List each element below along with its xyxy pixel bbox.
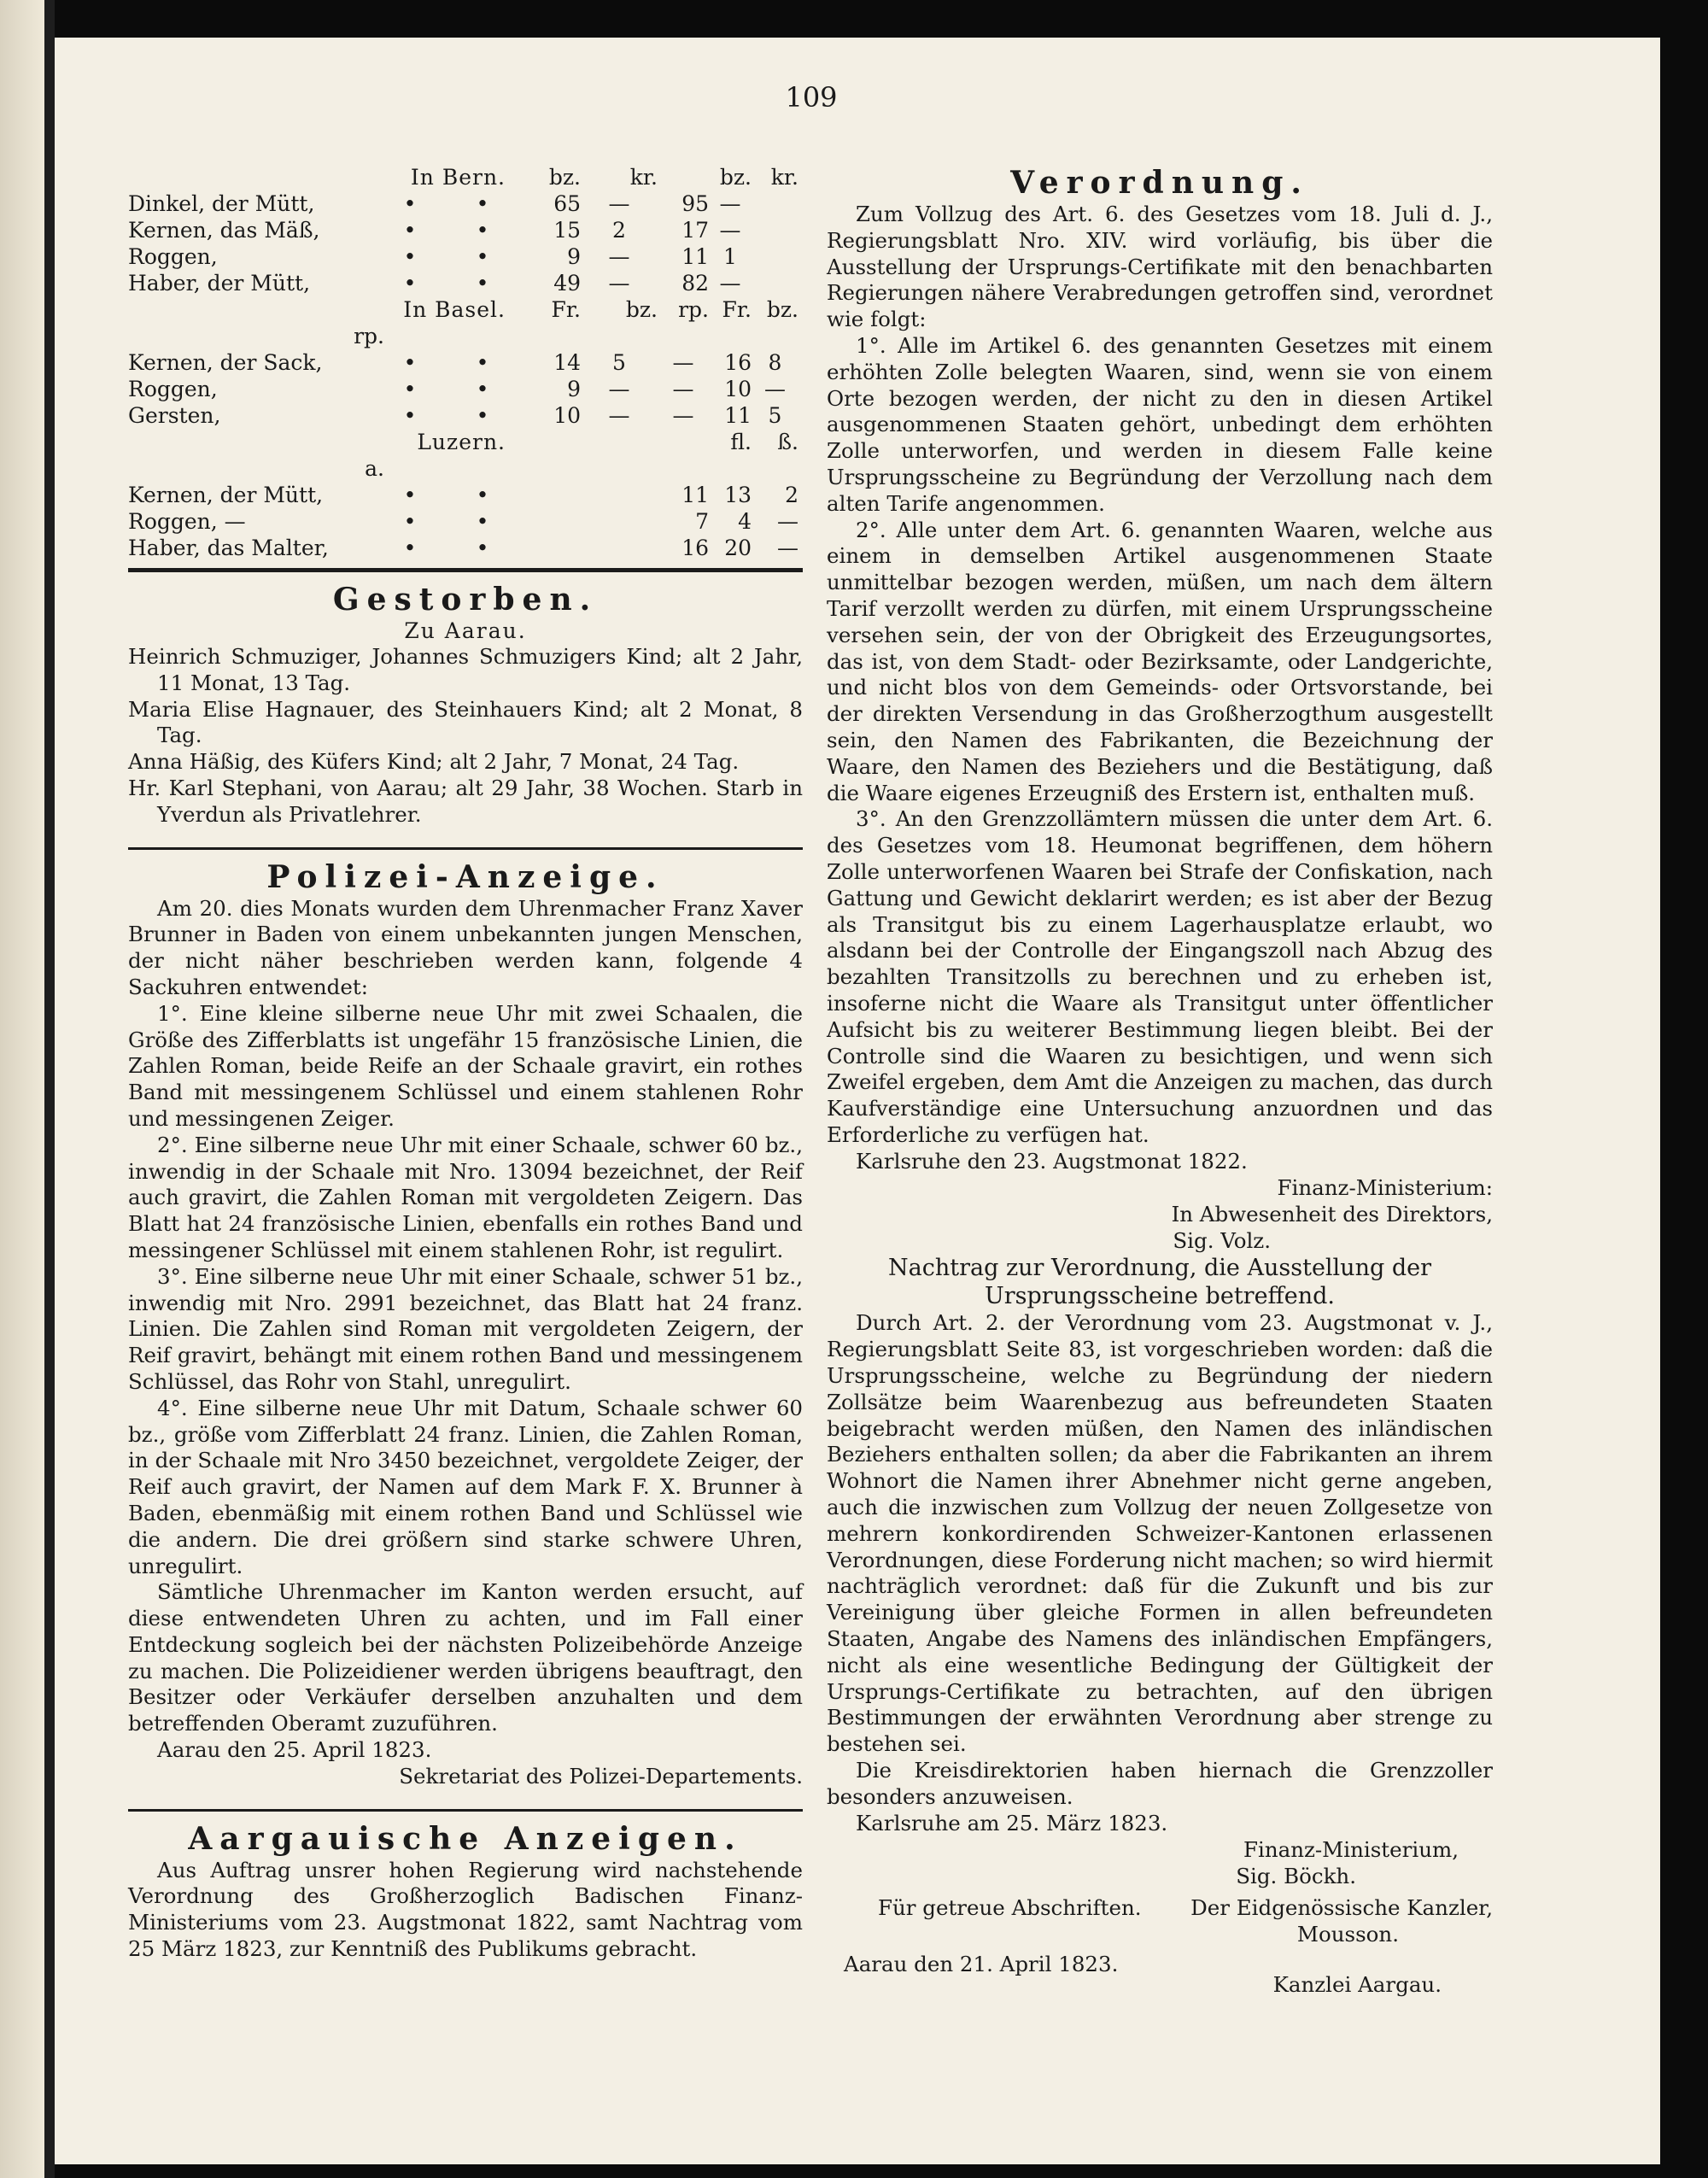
death-entry: Heinrich Schmuziger, Johannes Schmuzigers Kind; alt 2 Jahr, 11 Monat, 13 Tag. (128, 644, 803, 695)
kanzlei-label: Kanzlei Aargau. (1272, 1972, 1442, 1998)
watch-item: 3°. Eine silberne neue Uhr mit einer Schaale, schwer 51 bz., inwendig mit Nro. 2991 bezeichnet, das Blatt hat 24 franz. Linien. Die Zahlen sind Roman mit vergoldeten Zeigern, der Reif gravirt, behängt mit einem rothen Band und messingenem Schlüssel, das Rohr von Stahl, unregulirt. (128, 1263, 803, 1394)
price-row: Roggen, — • • 7 4 — (128, 509, 798, 534)
watch-item: 4°. Eine silberne neue Uhr mit Datum, Schaale schwer 60 bz., größe vom Zifferblatt 24 franz. Linien, die Zahlen Roman, in der Schaale mit Nro 3450 bezeichnet, vergoldete Zeiger, der Reif auch gravirt, der Namen auf dem Mark F. X. Brunner à Baden, ebenmäßig mit einem rothen Band und Schlüssel wie die andern. Die drei größern sind starke schwere Uhren, unregulirt. (128, 1395, 803, 1578)
death-entry: Maria Elise Hagnauer, des Steinhauers Kind; alt 2 Monat, 8 Tag. (128, 696, 803, 748)
nachtrag-text: Durch Art. 2. der Verordnung vom 23. Augstmonat v. J., Regierungsblatt Seite 83, ist vorgeschrieben worden: daß die Ursprungsscheine, welche zu Begründung der niedern Zollsätze beim Waarenbezug aus befreundeten Staaten beigebracht werden müßen, den Namen des inländischen Beziehers enthalten sollen; da aber die Fabrikanten an ihrem Wohnort die Namen ihrer Abnehmer nicht gerne angeben, auch die inzwischen zum Vollzug der neuen Zollgesetze von mehrern konkordirenden Schweizer-Kantonen erlassenen Verordnungen, diese Forderung nicht machen; so wird hiermit nachträglich verordnet: daß für die Zukunft und bis zur Vereinigung über gleiche Formen in allen befreundeten Staaten, Angabe des Namens des inländischen Empfängers, nicht als eine wesentliche Bedingung der Gültigkeit der Ursprungs-Certifikate zu betrachten, auf den übrigen Bestimmungen der erwähnten Verordnung aber strenge zu bestehen sei. (827, 1310, 1493, 1757)
price-row: Roggen, • • 9 — 11 1 (128, 244, 737, 269)
price-row: Kernen, der Sack, • • 14 5 — 16 8 (128, 350, 782, 375)
price-heading-luzern: Luzern. fl. ß. a. (128, 429, 803, 482)
watch-item: 1°. Eine kleine silberne neue Uhr mit zwei Schaalen, die Größe des Zifferblatts ist ungefähr 15 französische Linien, die Zahlen Roman, beide Reife an der Schaale gravirt, ein rothes Band mit messingenem Schlüssel und einem stahlenen Rohr und messingenen Zeiger. (128, 1000, 803, 1131)
price-row: Haber, das Malter, • • 16 20 — (128, 536, 798, 560)
watch-item: 2°. Eine silberne neue Uhr mit einer Schaale, schwer 60 bz., inwendig in der Schaale mit Nro. 13094 bezeichnet, der Reif auch gravirt, die Zahlen Roman mit vergoldeten Zeigern. Das Blatt hat 24 französische Linien, ebenfalls ein rothes Band und messingener Schlüssel mit einem stahlenen Rohr, ist regulirt. (128, 1132, 803, 1262)
price-heading-bern: In Bern. bz. kr. bz. kr. (128, 164, 803, 190)
facing-page-edge (0, 0, 44, 2178)
polizei-intro: Am 20. dies Monats wurden dem Uhrenmacher Franz Xaver Brunner in Baden von einem unbekannten jungen Menschen, der nicht näher beschrieben werden kann, folgende 4 Sackuhren entwendet: (128, 895, 803, 999)
nachtrag-text2: Die Kreisdirektorien haben hiernach die Grenzzoller besonders anzuweisen. (827, 1758, 1493, 1809)
verordnung-date: Karlsruhe den 23. Augstmonat 1822. (856, 1148, 1248, 1174)
verordnung-title: Verordnung. (1010, 165, 1309, 201)
verordnung-paragraph: 3°. An den Grenzzollämtern müssen die unter dem Art. 6. des Gesetzes vom 18. Heumonat begriffenen, dem höhern Zolle unterworfenen Waaren bei Strafe der Confiskation, nach Gattung und Gewicht deklarirt werden; es ist aber der Bezug als Transitgut bis zu einem Lagerhausplatze erlaubt, wo alsdann bei der Controlle der Eingangszoll nach Abzug des bezahlten Transitzolls zu berechnen und zu erheben ist, insoferne nicht die Waare als Transitgut unter öffentlicher Aufsicht bis zu weiterer Bestimmung liegen bleibt. Bei der Controlle sind die Waaren zu besichtigen, und wenn sich Zweifel ergeben, dem Amt die Anzeigen zu machen, das durch Kaufverständige eine Untersuchung anzuordnen und das Erforderliche zu verfügen hat. (827, 806, 1493, 1147)
nachtrag-signature: Finanz-Ministerium, Sig. Böckh. (1236, 1837, 1459, 1889)
aargauische-text: Aus Auftrag unsrer hohen Regierung wird nachstehende Verordnung des Großherzoglich Badischen Finanz-Ministeriums vom 23. Augstmonat 1822, samt Nachtrag vom 25 März 1823, zur Kenntniß des Publikums gebracht. (128, 1857, 803, 1962)
verordnung-paragraph: 1°. Alle im Artikel 6. des genannten Gesetzes mit einem erhöhten Zolle belegten Waaren, sind, wenn sie von einem Orte bezogen werden, der nicht zu den in diesen Artikel ausgenommenen Staaten gehört, unbedingt dem erhöhten Zolle unterworfen, und werden in diesem Falle keine Ursprungsscheine zu Begründung der Verzollung nach dem alten Tarife angenommen. (827, 332, 1493, 516)
section-divider (128, 568, 803, 572)
kanzler-label: Der Eidgenössische Kanzler, (1190, 1895, 1493, 1921)
price-row: Gersten, • • 10 — — 11 5 (128, 403, 782, 428)
kanzler-name: Mousson. (1296, 1922, 1399, 1947)
verordnung-paragraph: 2°. Alle unter dem Art. 6. genannten Waaren, welche aus einem in demselben Artikel ausgenommenen Staate unmittelbar bezogen werden, müßen, um nach dem ältern Tarif verzollt werden zu dürfen, mit einem Ursprungsscheine versehen sein, der von der Obrigkeit des Erzeugungsortes, das ist, von dem Stadt- oder Bezirksamte, oder Landgerichte, und nicht blos von dem Gemeinds- oder Ortsvorstande, bei der direkten Versendung in das Großherzogthum ausgestellt sein, den Namen des Fabrikanten, die Bezeichnung der Waare, den Namen des Beziehers und die Bestätigung, daß die Waare eigenes Erzeugniß des Erstern ist, enthalten muß. (827, 517, 1493, 805)
basel-heading: In Basel. (403, 297, 506, 322)
final-date: Aarau den 21. April 1823. (844, 1952, 1119, 1977)
nachtrag-date: Karlsruhe am 25. März 1823. (856, 1810, 1168, 1835)
left-column (128, 164, 803, 1963)
section-divider (128, 847, 803, 850)
price-row: Kernen, das Mäß, • • 15 2 17 — (128, 218, 741, 243)
gestorben-place: Zu Aarau. (404, 618, 527, 643)
abschrift-label: Für getreue Abschriften. (878, 1895, 1142, 1921)
death-entry: Hr. Karl Stephani, von Aarau; alt 29 Jahr, 38 Wochen. Starb in Yverdun als Privatlehrer. (128, 775, 803, 827)
section-divider (128, 1809, 803, 1812)
right-column (827, 164, 1493, 1998)
verordnung-intro: Zum Vollzug des Art. 6. des Gesetzes vom 18. Juli d. J., Regierungsblatt Nro. XIV. wird vorläufig, bis über die Ausstellung der Ursprungs-Certifikate mit den benachbarten Regierungen nähere Verabredungen getroffen sind, verordnet wie folgt: (827, 202, 1493, 332)
polizei-closing: Sämtliche Uhrenmacher im Kanton werden ersucht, auf diese entwendeten Uhren zu achten, und im Fall einer Entdeckung sogleich bei der nächsten Polizeibehörde Anzeige zu machen. Die Polizeidiener werden übrigens beauftragt, den Besitzer oder Verkäufer derselben anzuhalten und dem betreffenden Oberamt zuzuführen. (128, 1579, 803, 1736)
bern-heading: In Bern. (410, 165, 506, 190)
verordnung-signature: Finanz-Ministerium: In Abwesenheit des Direktors, Sig. Volz. (1171, 1175, 1493, 1254)
price-row: Roggen, • • 9 — — 10 — (128, 377, 786, 401)
polizei-signature: Sekretariat des Polizei-Departements. (399, 1763, 803, 1789)
polizei-date: Aarau den 25. April 1823. (157, 1737, 432, 1763)
price-row: Kernen, der Mütt, • • 11 13 2 (128, 483, 798, 507)
price-row: Haber, der Mütt, • • 49 — 82 — (128, 271, 741, 296)
book-gutter (44, 0, 55, 2178)
polizei-title: Polizei-Anzeige. (266, 858, 664, 895)
luzern-heading: Luzern. (417, 430, 506, 454)
page-number: 109 (785, 81, 838, 114)
abschrift-block (827, 1894, 1493, 1921)
death-entry: Anna Häßig, des Küfers Kind; alt 2 Jahr, 7 Monat, 24 Tag. (128, 749, 740, 775)
price-row: Dinkel, der Mütt, • • 65 — 95 — (128, 191, 741, 216)
gestorben-title: Gestorben. (332, 582, 599, 618)
nachtrag-title: Nachtrag zur Verordnung, die Ausstellung der Ursprungsscheine betreffend. (887, 1255, 1432, 1310)
aargauische-title: Aargauische Anzeigen. (188, 1820, 743, 1857)
price-heading-basel: In Basel. Fr. bz. rp. Fr. bz. rp. (128, 296, 803, 349)
final-block (827, 1951, 1493, 1998)
